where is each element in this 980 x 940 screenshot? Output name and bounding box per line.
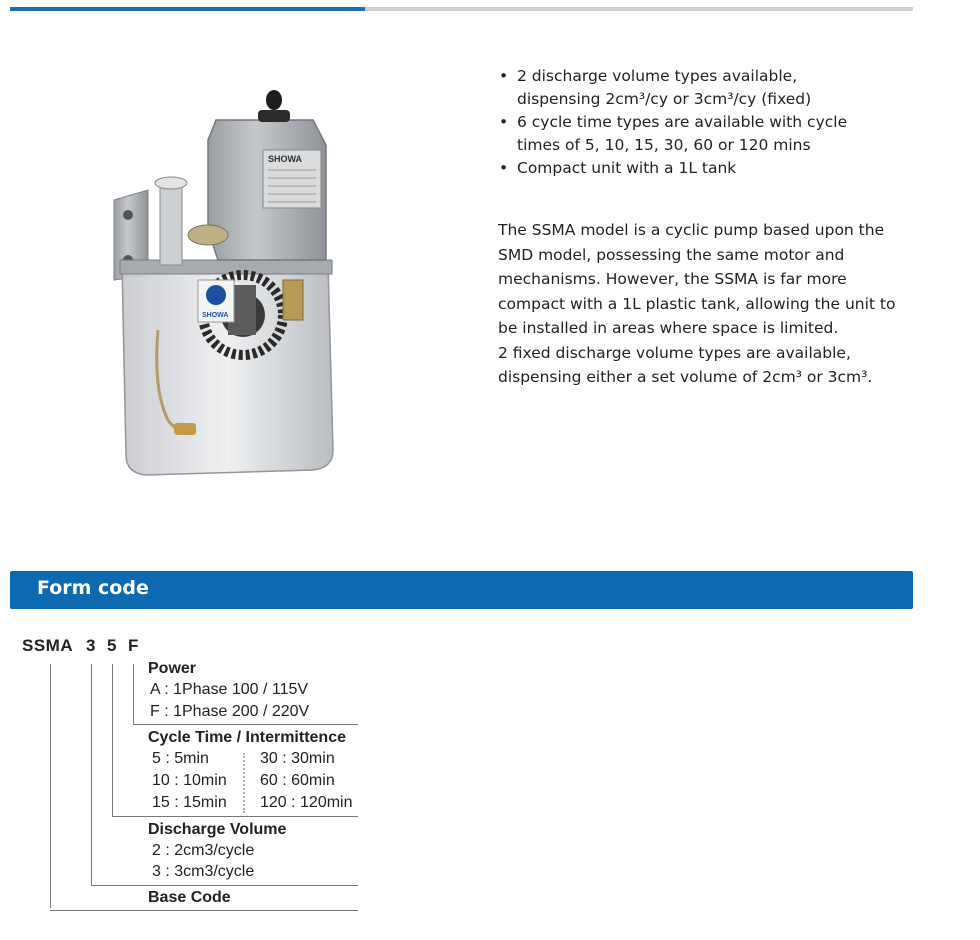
description-paragraph: The SSMA model is a cyclic pump based upon the SMD model, possessing the same motor and mechanisms. However, the SSMA is far more compact with a 1L plastic tank, allowing the unit to be installed in areas where space is limited.	[498, 221, 896, 337]
feature-item: • Compact unit with a 1L tank	[497, 157, 917, 180]
form-code-title: Form code	[37, 577, 149, 599]
cycle-option: 60 : 60min	[260, 772, 335, 789]
description	[498, 218, 918, 390]
description-paragraph: 2 fixed discharge volume types are available, dispensing either a set volume of 2cm³ or 3cm³.	[498, 343, 873, 386]
power-option: F : 1Phase 200 / 220V	[150, 703, 310, 720]
code-digit: F	[128, 636, 139, 655]
top-divider	[10, 7, 913, 11]
svg-text:SHOWA: SHOWA	[202, 312, 229, 319]
connector-line	[112, 664, 113, 816]
separator-line	[91, 885, 358, 886]
separator-line	[133, 724, 358, 725]
discharge-option: 2 : 2cm3/cycle	[152, 842, 255, 859]
cycle-option: 15 : 15min	[152, 794, 227, 811]
connector-line	[91, 664, 92, 885]
code-digit: 5	[107, 636, 117, 655]
separator-line	[50, 910, 358, 911]
cycle-option: 5 : 5min	[152, 750, 209, 767]
discharge-title: Discharge Volume	[148, 821, 287, 838]
top-divider-accent	[10, 7, 365, 11]
code-digit: 3	[86, 636, 96, 655]
connector-line	[50, 664, 51, 908]
power-title: Power	[148, 660, 197, 677]
power-option: A : 1Phase 100 / 115V	[150, 681, 309, 698]
cycle-option: 30 : 30min	[260, 750, 335, 767]
cycle-option: 120 : 120min	[260, 794, 353, 811]
separator-line	[112, 816, 358, 817]
feature-list	[497, 65, 917, 180]
cycle-option: 10 : 10min	[152, 772, 227, 789]
connector-line	[133, 664, 134, 725]
model-code: SSMA	[22, 636, 74, 655]
cycle-title: Cycle Time / Intermittence	[148, 729, 346, 746]
discharge-option: 3 : 3cm3/cycle	[152, 863, 255, 880]
feature-item: • 6 cycle time types are available with cycle times of 5, 10, 15, 30, 60 or 120 mins	[497, 111, 917, 157]
product-image	[108, 90, 356, 485]
base-code-title: Base Code	[148, 889, 231, 906]
svg-text:SHOWA: SHOWA	[268, 154, 303, 164]
column-divider	[243, 753, 245, 813]
feature-item: • 2 discharge volume types available, dispensing 2cm³/cy or 3cm³/cy (fixed)	[497, 65, 917, 111]
form-code-header	[10, 571, 913, 609]
form-code-diagram	[0, 628, 400, 928]
